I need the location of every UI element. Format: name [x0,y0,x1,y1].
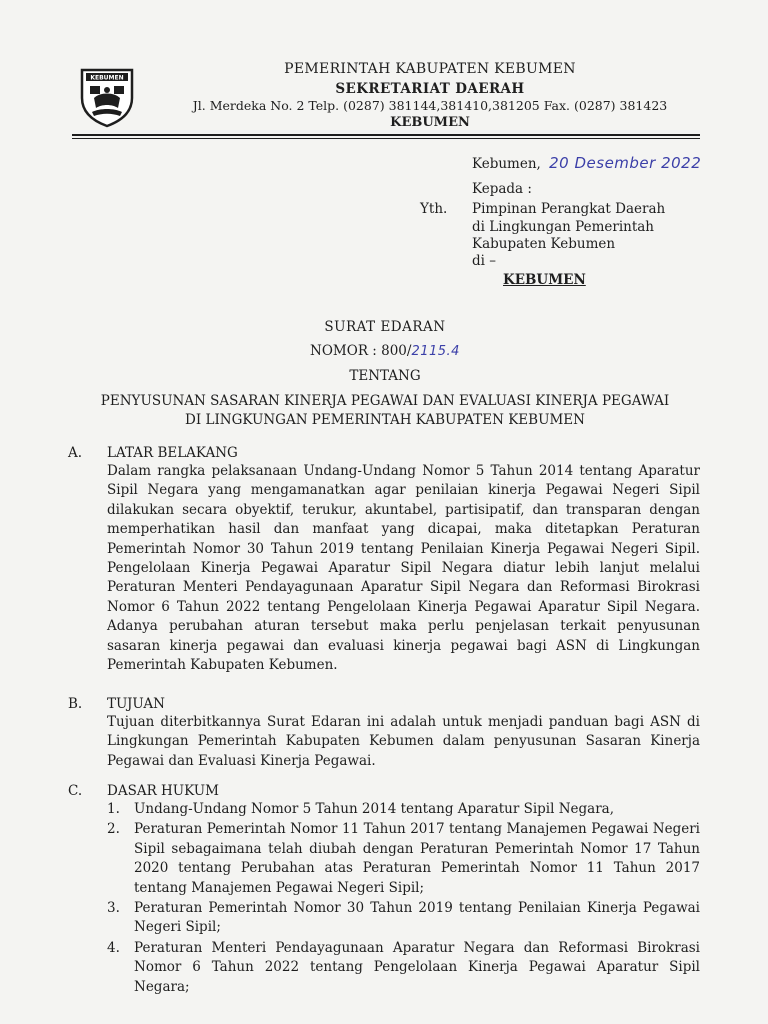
letter-subject-line-2: DI LINGKUNGAN PEMERINTAH KABUPATEN KEBUMEN [185,412,585,428]
list-item-number: 4. [107,939,120,956]
letter-date [472,154,701,172]
list-item-number: 1. [107,801,120,817]
list-item-number: 3. [107,900,120,917]
letter-type: SURAT EDARAN [324,319,446,335]
recipient-line-3: Kabupaten Kebumen [472,236,616,252]
section-a-text: Dalam rangka pelaksanaan Undang-Undang Nomor 5 Tahun 2014 tentang Aparatur Sipil Negara yang mengamanatkan agar penilaian kinerja Pegawai Negeri Sipil dilakukan secara obyektif, terukur, akuntabel, partisipatif, dan transparan dengan memperhatikan hasil dan manfaat yang dicapai, maka ditetapkan Peraturan Pemerintah Nomor 30 Tahun 2019 tentang Penilaian Kinerja Pegawai Negeri Sipil. Pengelolaan Kinerja Pegawai Aparatur Sipil Negara diatur lebih lanjut melalui Peraturan Menteri Pendayagunaan Aparatur Sipil Negara dan Reformasi Birokrasi Nomor 6 Tahun 2022 tentang Pengelolaan Kinerja Pegawai Aparatur Sipil Negara. Adanya perubahan aturan tersebut maka perlu penjelasan terkait penyusunan sasaran kinerja pegawai dan evaluasi kinerja pegawai bagi ASN di Lingkungan Pemerintah Kabupaten Kebumen. [107,463,700,674]
recipient-line-1: Pimpinan Perangkat Daerah [472,201,666,217]
recipient-kepada: Kepada : [472,181,532,197]
list-item [107,899,700,938]
date-place: Kebumen, [472,156,541,172]
recipient-line-2: di Lingkungan Pemerintah [472,219,655,235]
section-a-title: LATAR BELAKANG [107,445,238,461]
header-divider-thin [72,138,700,139]
header-government: PEMERINTAH KABUPATEN KEBUMEN [284,61,576,77]
section-a-letter: A. [68,445,83,461]
header-city: KEBUMEN [390,115,470,130]
list-item [107,820,700,898]
logo-text: KEBUMEN [90,74,124,82]
list-item-text: Undang-Undang Nomor 5 Tahun 2014 tentang Aparatur Sipil Negara, [134,801,615,817]
list-item-text: Peraturan Pemerintah Nomor 11 Tahun 2017 tentang Manajemen Pegawai Negeri Sipil sebagaimana telah diubah dengan Peraturan Pemerintah Nomor 17 Tahun 2020 tentang Perubahan atas Peraturan Pemerintah Nomor 11 Tahun 2017 tentang Manajemen Pegawai Negeri Sipil; [134,821,700,896]
letter-number [40,343,730,359]
kebumen-coat-of-arms-icon [78,64,136,128]
header-secretariat: SEKRETARIAT DAERAH [335,81,525,97]
letter-tentang: TENTANG [349,368,421,384]
list-item [107,800,700,819]
section-c-letter: C. [68,783,83,799]
recipient-yth: Yth. [420,201,448,217]
header-divider-thick [72,134,700,136]
section-b-text: Tujuan diterbitkannya Surat Edaran ini adalah untuk menjadi panduan bagi ASN di Lingkungan Pemerintah Kabupaten Kebumen dalam penyusunan Sasaran Kinerja Pegawai dan Evaluasi Kinerja Pegawai. [107,714,700,769]
letter-subject-line-1: PENYUSUNAN SASARAN KINERJA PEGAWAI DAN EVALUASI KINERJA PEGAWAI [100,393,670,409]
list-item-number: 2. [107,821,120,838]
recipient-city: KEBUMEN [503,272,586,288]
number-label: NOMOR : 800/ [310,343,412,359]
handwritten-date: 20 Desember 2022 [549,154,702,172]
list-item-text: Peraturan Menteri Pendayagunaan Aparatur Negara dan Reformasi Birokrasi Nomor 6 Tahun 2022 tentang Pengelolaan Kinerja Pegawai Aparatur Sipil Negara; [134,939,700,995]
section-b-letter: B. [68,696,83,712]
legal-basis-list [107,800,700,998]
header-address: Jl. Merdeka No. 2 Telp. (0287) 381144,381410,381205 Fax. (0287) 381423 [192,98,668,113]
section-b-title: TUJUAN [107,696,165,712]
list-item-text: Peraturan Pemerintah Nomor 30 Tahun 2019 tentang Penilaian Kinerja Pegawai Negeri Sipil; [134,900,700,936]
list-item [107,939,700,997]
handwritten-number: 2115.4 [411,344,460,359]
section-c-title: DASAR HUKUM [107,783,219,799]
recipient-line-4: di – [472,253,497,269]
